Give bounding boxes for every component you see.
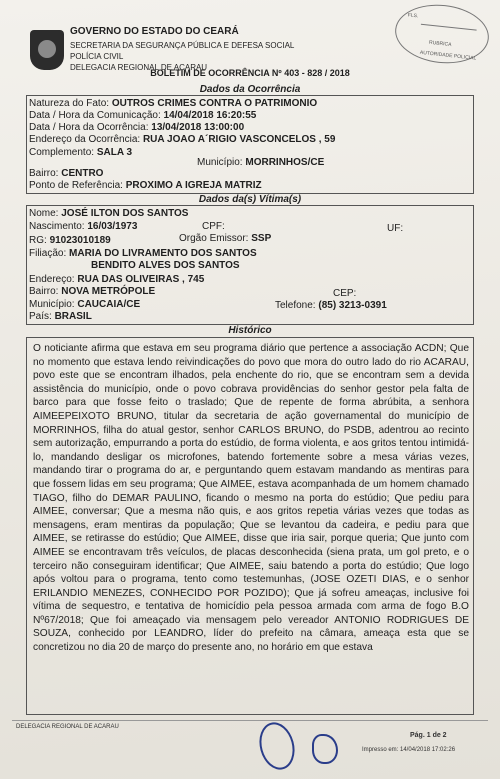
rg-label: RG: xyxy=(29,235,47,246)
footer-page-number: Pág. 1 de 2 xyxy=(410,732,447,739)
municipio-vitima-row xyxy=(29,299,140,310)
telefone-value: (85) 3213-0391 xyxy=(318,300,387,311)
comunicacao-label: Data / Hora da Comunicação: xyxy=(29,110,161,121)
bairro-ocorrencia-row xyxy=(29,168,103,179)
rg-row xyxy=(29,235,111,246)
municipio-ocorrencia-value: MORRINHOS/CE xyxy=(245,157,325,168)
cep-label: CEP: xyxy=(333,288,357,299)
complemento-value: SALA 3 xyxy=(96,147,133,158)
orgao-label: Orgão Emissor: xyxy=(179,233,249,244)
municipio-ocorrencia-row xyxy=(197,157,324,168)
endereco-ocorrencia-label: Endereço da Ocorrência: xyxy=(29,134,141,145)
bo-title: BOLETIM DE OCORRÊNCIA Nº 403 - 828 / 2018 xyxy=(150,68,350,78)
comunicacao-row xyxy=(29,110,256,121)
nome-row xyxy=(29,208,188,219)
uf-label: UF: xyxy=(387,223,404,234)
header-policia: POLÍCIA CIVIL xyxy=(70,52,124,61)
ocorrencia-box xyxy=(26,95,474,194)
historico-text: O noticiante afirma que estava em seu programa diário que pertence a associação ACDN; Que no momento que estava lendo reivindicações do povo que mora do outro lado do rio ACARAU, povo este que se encontram ilhados, pela enchente do rio, que se encontram sem a devida assistência do município, onde o povo cobrava providências do senhor gestor pela falta de barco para que fosse feito o traslado; Que de repente de forma abrúbita, a senhora AIMEEPEIXOTO BRUNO, titular da secretaria de ação governamental do município de MORRINHOS, filha do atual gestor, senhor CARLOS BRUNO, do PSDB, adentrou ao recinto sem autorização, empurrando a porta do estúdio, de forma violenta, e aos gritos tentou intimidá-lo, mandando desligar os microfones, batendo fortemente sobre a mesa várias vezes, mandando tirar o programa do ar, e perguntando quem estavam mandando as mentiras para que fossem lidas em seu programa; Que AIMEE, estava acompanhada de um homem chamado TIAGO, filho do DEMAR PAULINO, ficando o mesmo na porta do estúdio; Que pediu para AIMEE, conversar; Que a mesma não quis, e aos gritos repetia várias vezes que todas as mensagens, eram mentiras da população; Que se levantou da cadeira, e pediu para que AIMEE, se retirasse do estúdio; Que AIMEE, disse que iria sair, porque queria; Que junto com AIMEE se encontravam três veículos, de placas desconhecida (siena prata, um gol preto, e o terceiro não conseguiram identificar; Que AIMEE, saiu batendo a porta do estúdio; Que logo após voltou para o programa, tento como testemunhas, (JOSE OZETI DIAS, e o senhor ERILANDIO MENEZES, CONHECIDO POR POZIDO); Que já sofreu ameaças, inclusive foi vítima de sequestro, e tentativa de homicídio pela pessoa armada com arma de fogo B.O Nº67/2018; Que foi ameaçado via mensagem pelo vereador ANTONIO RODRIGUES DE SOUZA, conhecido por LEANDRO, líder do prefeito na câmara, ameaça esta que se concretizou no dia 20 de março do presente ano, no horário em que estava xyxy=(33,343,469,654)
ocorrencia-date-label: Data / Hora da Ocorrência: xyxy=(29,122,149,133)
bairro-ocorrencia-label: Bairro: xyxy=(29,168,59,179)
vitima-box xyxy=(26,205,474,325)
header-secretaria: SECRETARIA DA SEGURANÇA PÚBLICA E DEFESA SOCIAL xyxy=(70,41,295,50)
footer-printed-at: Impresso em: 14/04/2018 17:02:26 xyxy=(362,747,456,753)
stamp-fls: FLS. xyxy=(407,12,419,20)
page-stamp xyxy=(392,0,492,68)
filiacao-pai xyxy=(91,260,240,271)
orgao-value: SSP xyxy=(251,233,272,244)
ocorrencia-date-row xyxy=(29,122,244,133)
natureza-row xyxy=(29,98,317,109)
signature-mark-2 xyxy=(312,734,338,764)
complemento-label: Complemento: xyxy=(29,147,95,158)
comunicacao-value: 14/04/2018 16:20:55 xyxy=(163,110,257,121)
filiacao-row xyxy=(29,248,257,259)
filiacao-pai-value: BENDITO ALVES DOS SANTOS xyxy=(91,260,240,271)
bairro-ocorrencia-value: CENTRO xyxy=(61,168,104,179)
referencia-label: Ponto de Referência: xyxy=(29,180,123,191)
natureza-value: OUTROS CRIMES CONTRA O PATRIMONIO xyxy=(111,98,318,109)
endereco-vitima-label: Endereço: xyxy=(29,274,75,285)
nome-label: Nome: xyxy=(29,208,59,219)
stamp-rubrica: RUBRICA xyxy=(428,39,452,49)
nascimento-row xyxy=(29,221,137,232)
pais-row xyxy=(29,311,92,322)
state-crest-icon xyxy=(30,30,64,70)
footer-delegacia: DELEGACIA REGIONAL DE ACARAU xyxy=(16,724,119,730)
nome-value: JOSÉ ILTON DOS SANTOS xyxy=(61,208,189,219)
historico-box xyxy=(26,337,474,715)
complemento-row xyxy=(29,147,132,158)
section-title-vitima: Dados da(s) Vítima(s) xyxy=(198,194,302,205)
pais-label: País: xyxy=(29,311,52,322)
endereco-ocorrencia-value: RUA JOAO A´RIGIO VASCONCELOS , 59 xyxy=(142,134,336,145)
bairro-vitima-value: NOVA METRÓPOLE xyxy=(61,286,156,297)
referencia-value: PROXIMO A IGREJA MATRIZ xyxy=(125,180,262,191)
nascimento-value: 16/03/1973 xyxy=(87,221,138,232)
nascimento-label: Nascimento: xyxy=(29,221,85,232)
endereco-ocorrencia-row xyxy=(29,134,335,145)
natureza-label: Natureza do Fato: xyxy=(29,98,110,109)
footer-divider xyxy=(12,720,488,721)
bairro-vitima-label: Bairro: xyxy=(29,286,59,297)
telefone-row xyxy=(275,300,387,311)
ocorrencia-date-value: 13/04/2018 13:00:00 xyxy=(151,122,245,133)
signature-mark-1 xyxy=(254,718,299,773)
municipio-vitima-label: Município: xyxy=(29,299,75,310)
header-delegacia: DELEGACIA REGIONAL DE ACARAU xyxy=(70,63,208,72)
header-government: GOVERNO DO ESTADO DO CEARÁ xyxy=(70,26,239,37)
endereco-vitima-row xyxy=(29,274,204,285)
cpf-label: CPF: xyxy=(202,221,225,232)
telefone-label: Telefone: xyxy=(275,300,316,311)
section-title-ocorrencia: Dados da Ocorrência xyxy=(199,84,301,95)
rg-value: 91023010189 xyxy=(49,235,111,246)
endereco-vitima-value: RUA DAS OLIVEIRAS , 745 xyxy=(77,274,205,285)
bairro-vitima-row xyxy=(29,286,155,297)
municipio-vitima-value: CAUCAIA/CE xyxy=(77,299,141,310)
referencia-row xyxy=(29,180,262,191)
pais-value: BRASIL xyxy=(54,311,92,322)
filiacao-mae: MARIA DO LIVRAMENTO DOS SANTOS xyxy=(69,248,257,259)
orgao-row xyxy=(179,233,271,244)
stamp-autoridade: AUTORIDADE POLICIAL xyxy=(419,49,477,62)
municipio-ocorrencia-label: Município: xyxy=(197,157,243,168)
section-title-historico: Histórico xyxy=(228,325,272,336)
filiacao-label: Filiação: xyxy=(29,248,67,259)
